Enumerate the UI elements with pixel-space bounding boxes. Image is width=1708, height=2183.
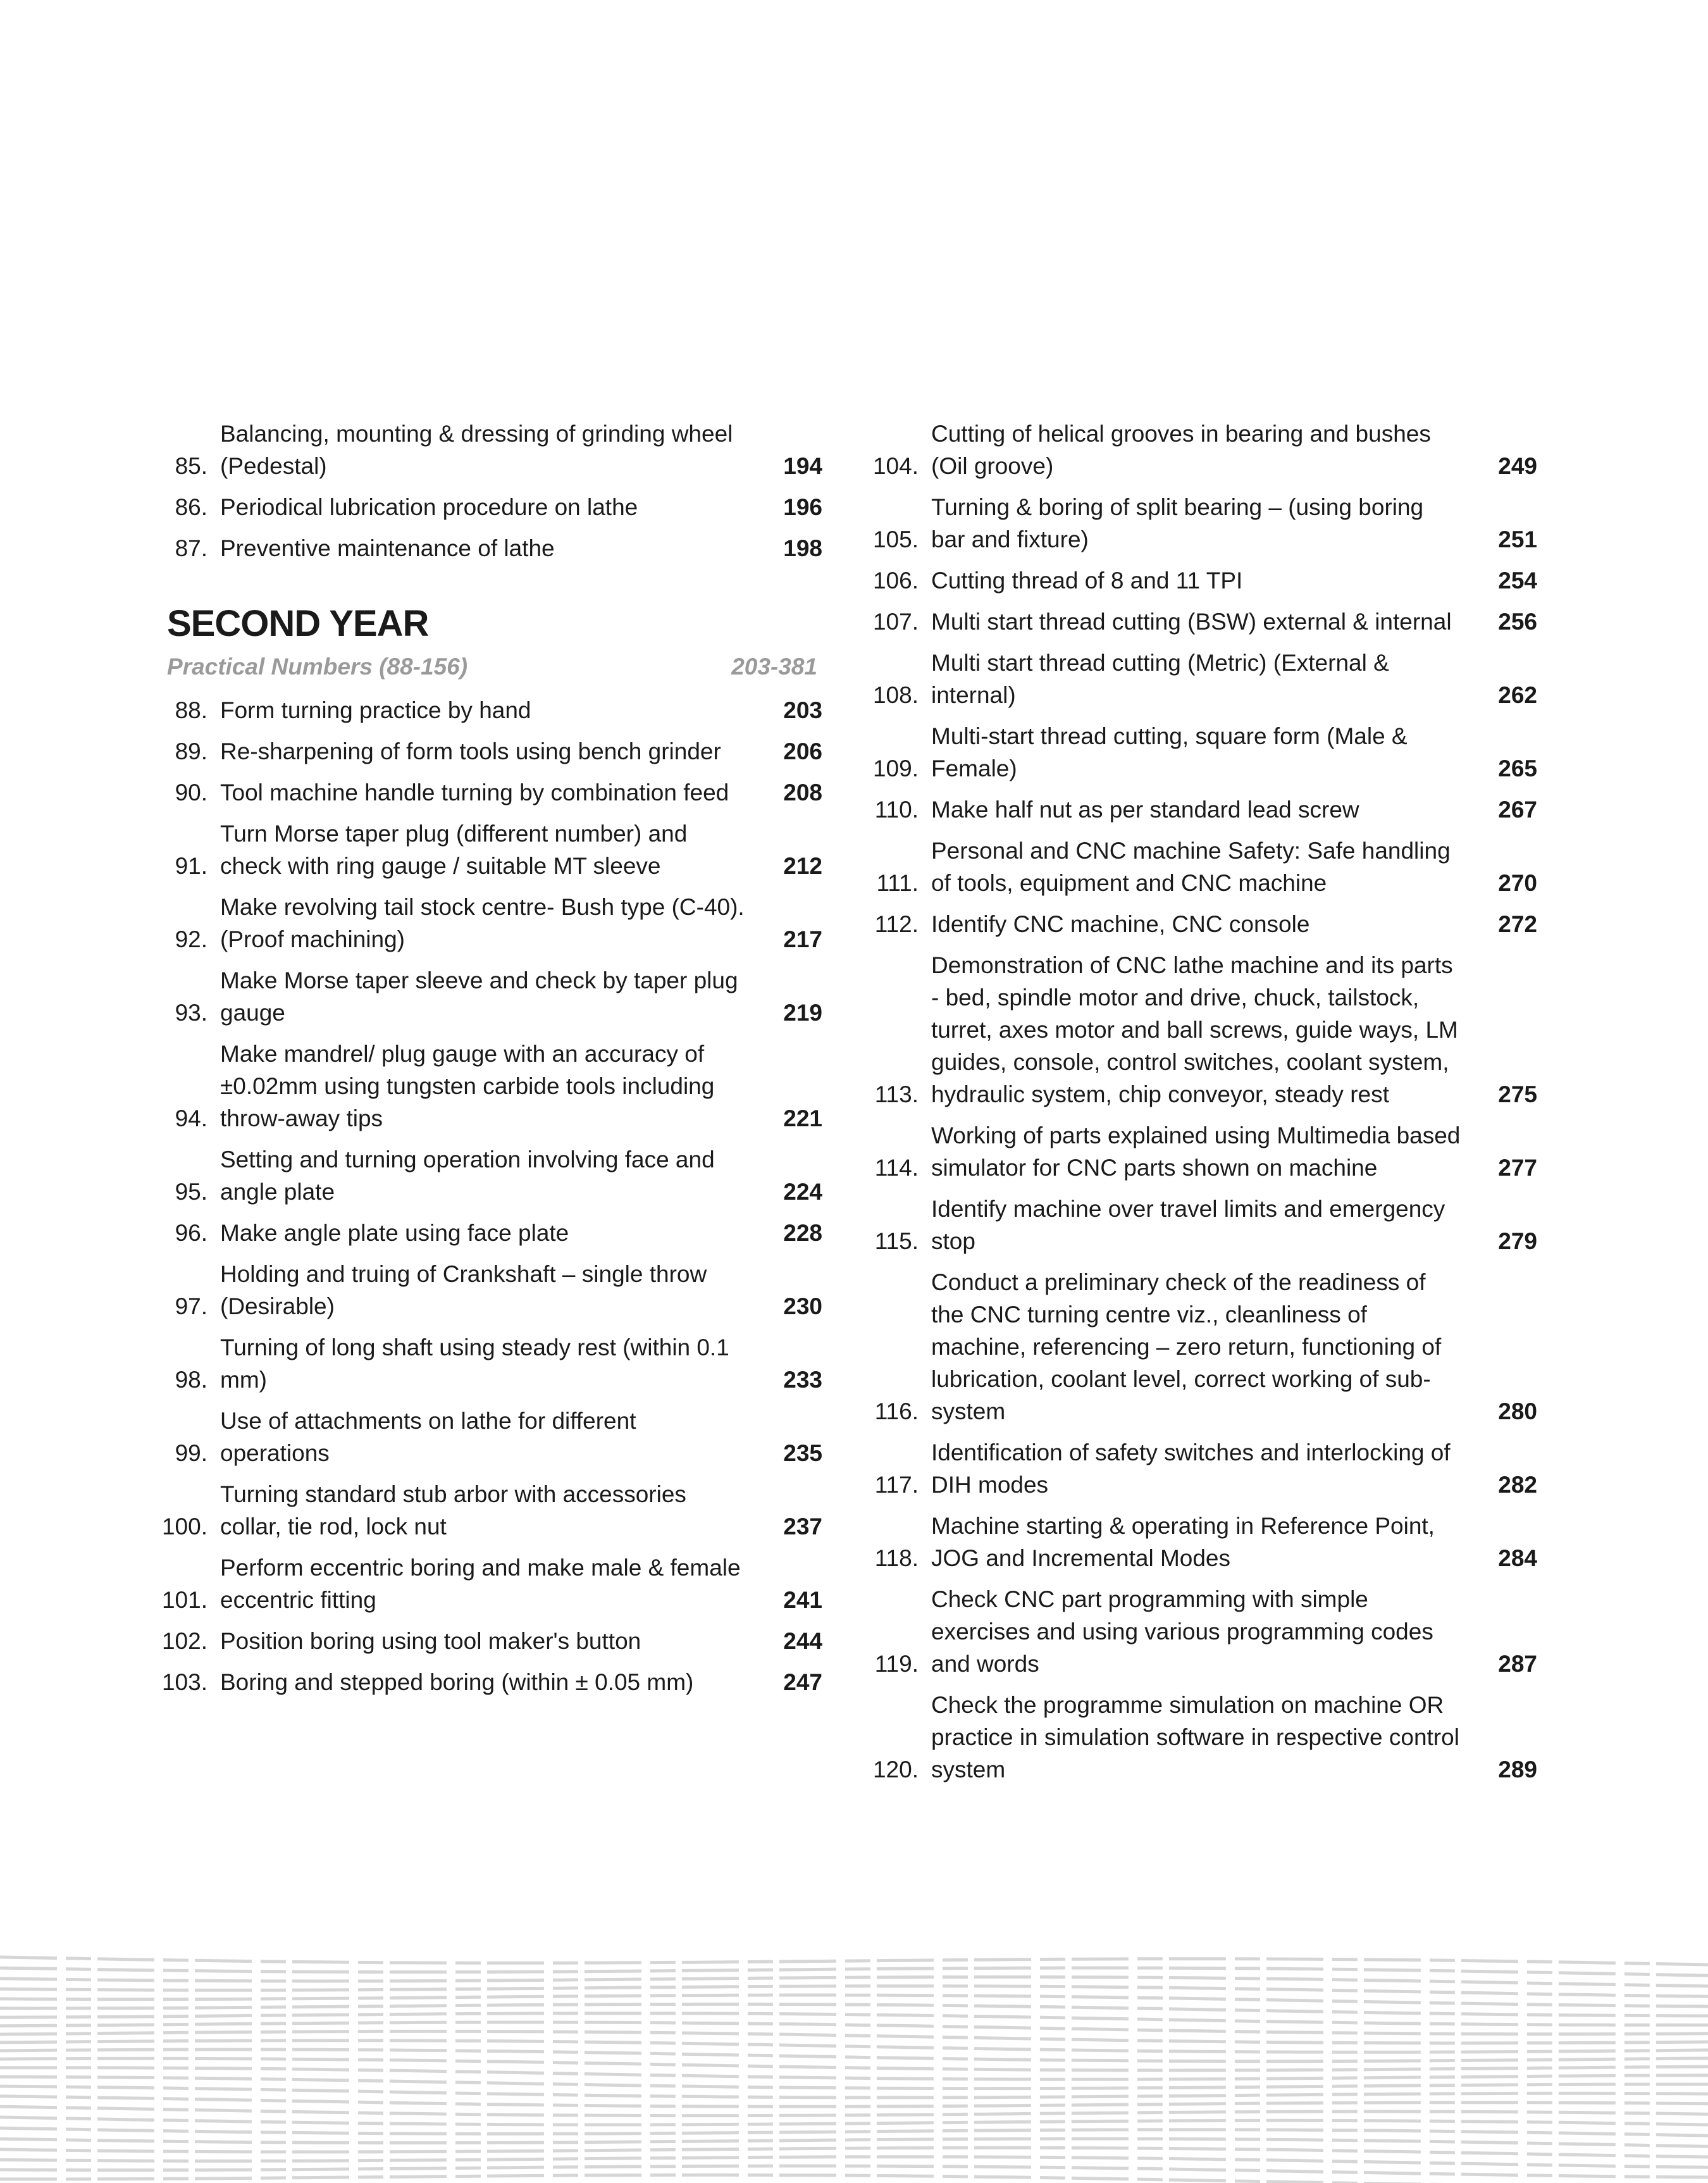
entry-number: 105.	[872, 526, 919, 552]
entry-number: 118.	[874, 1545, 919, 1571]
entry-title: Make mandrel/ plug gauge with an accuracy of ±0.02mm using tungsten carbide tools including throw-away tips	[220, 1041, 715, 1131]
entry-number: 116.	[874, 1398, 919, 1424]
toc-entry	[863, 1193, 1537, 1257]
entry-number: 120.	[872, 1757, 919, 1782]
practical-page-range: 203-381	[731, 654, 817, 680]
toc-entry	[152, 735, 822, 768]
toc-entry	[863, 793, 1537, 826]
toc-entry	[152, 1405, 822, 1469]
contents-list-second-year	[152, 694, 822, 1698]
entry-page: 270	[1498, 870, 1537, 896]
decorative-wave-band	[0, 1946, 1708, 2183]
entry-title: Machine starting & operating in Reference Point, JOG and Incremental Modes	[931, 1513, 1435, 1571]
entry-title: Identification of safety switches and interlocking of DIH modes	[931, 1440, 1451, 1498]
entry-page: 208	[783, 780, 822, 805]
wave-line	[0, 2117, 1708, 2125]
entry-page: 289	[1498, 1757, 1537, 1782]
entry-number: 112.	[874, 911, 919, 937]
entry-title: Turning standard stub arbor with accessories collar, tie rod, lock nut	[220, 1481, 686, 1539]
entry-title: Make Morse taper sleeve and check by taper plug gauge	[220, 967, 738, 1026]
entry-title: Make revolving tail stock centre- Bush type (C-40). (Proof machining)	[220, 894, 745, 952]
entry-title: Conduct a preliminary check of the readiness of the CNC turning centre viz., cleanliness of machine, referencing – zero return, functioning of lubrication, coolant level, correct working of sub-system	[931, 1269, 1442, 1424]
entry-title: Re-sharpening of form tools using bench grinder	[220, 738, 721, 764]
entry-title: Demonstration of CNC lathe machine and its parts - bed, spindle motor and drive, chuck, tailstock, turret, axes motor and ball screws, guide ways, LM guides, console, control switches, coolant system, hydraulic system, chip conveyor, steady rest	[931, 952, 1458, 1107]
entry-number: 115.	[874, 1228, 919, 1254]
entry-page: 267	[1498, 797, 1537, 823]
entry-number: 85.	[175, 453, 207, 479]
wave-line	[0, 1968, 1708, 1975]
entry-number: 107.	[872, 609, 919, 635]
entry-page: 282	[1498, 1472, 1537, 1498]
entry-title: Periodical lubrication procedure on lathe	[220, 494, 638, 520]
toc-entry	[863, 491, 1537, 556]
entry-page: 217	[783, 926, 822, 952]
toc-entry	[863, 1266, 1537, 1427]
toc-entry	[152, 1625, 822, 1657]
entry-number: 91.	[175, 853, 207, 879]
entry-number: 114.	[874, 1155, 919, 1181]
entry-title: Make angle plate using face plate	[220, 1220, 569, 1246]
entry-title: Identify CNC machine, CNC console	[931, 911, 1310, 937]
entry-page: 256	[1498, 609, 1537, 635]
entry-page: 280	[1498, 1398, 1537, 1424]
entry-page: 284	[1498, 1545, 1537, 1571]
toc-entry	[152, 694, 822, 726]
entry-number: 106.	[872, 568, 919, 594]
toc-entry	[863, 908, 1537, 940]
wave-line	[0, 2139, 1708, 2146]
toc-entry	[863, 720, 1537, 785]
toc-entry	[863, 835, 1537, 899]
entry-number: 97.	[175, 1293, 207, 1319]
toc-entry	[152, 891, 822, 955]
entry-page: 272	[1498, 911, 1537, 937]
entry-title: Turn Morse taper plug (different number) and check with ring gauge / suitable MT sleeve	[220, 821, 688, 879]
entry-number: 101.	[161, 1587, 207, 1613]
entry-page: 262	[1498, 682, 1537, 708]
entry-number: 89.	[175, 738, 207, 764]
toc-entry	[863, 1436, 1537, 1501]
practical-numbers-label: Practical Numbers (88-156)	[167, 654, 468, 680]
entry-number: 92.	[175, 926, 207, 952]
entry-title: Perform eccentric boring and make male & female eccentric fitting	[220, 1555, 741, 1613]
entry-number: 102.	[161, 1628, 207, 1654]
toc-entry	[863, 564, 1537, 597]
contents-list-second-year-continued	[863, 418, 1537, 1786]
entry-number: 94.	[175, 1105, 207, 1131]
entry-page: 233	[783, 1367, 822, 1393]
toc-entry	[863, 606, 1537, 638]
entry-page: 249	[1498, 453, 1537, 479]
entry-page: 219	[783, 1000, 822, 1026]
entry-number: 87.	[175, 535, 207, 561]
entry-number: 96.	[175, 1220, 207, 1246]
entry-page: 196	[783, 494, 822, 520]
section-heading: SECOND YEAR	[167, 603, 429, 644]
entry-title: Multi start thread cutting (Metric) (External & internal)	[931, 650, 1389, 708]
toc-entry	[152, 532, 822, 564]
entry-page: 221	[783, 1105, 822, 1131]
toc-entry	[863, 1119, 1537, 1184]
entry-title: Multi-start thread cutting, square form (Male & Female)	[931, 723, 1408, 781]
toc-entry	[152, 1478, 822, 1543]
toc-entry	[152, 776, 822, 809]
entry-number: 108.	[872, 682, 919, 708]
entry-number: 98.	[175, 1367, 207, 1393]
section-subheading	[167, 654, 822, 680]
entry-page: 224	[783, 1179, 822, 1205]
toc-entry	[152, 491, 822, 523]
entry-number: 88.	[175, 697, 207, 723]
toc-entry	[863, 1583, 1537, 1680]
entry-number: 110.	[874, 797, 919, 823]
entry-number: 100.	[161, 1514, 207, 1539]
toc-entry	[863, 1510, 1537, 1574]
entry-title: Make half nut as per standard lead screw	[931, 797, 1359, 823]
entry-page: 254	[1498, 568, 1537, 594]
entry-title: Turning of long shaft using steady rest (within 0.1 mm)	[220, 1334, 729, 1393]
entry-page: 235	[783, 1440, 822, 1466]
toc-entry	[863, 418, 1537, 482]
toc-entry	[152, 1038, 822, 1135]
entry-page: 198	[783, 535, 822, 561]
entry-number: 93.	[175, 1000, 207, 1026]
entry-title: Preventive maintenance of lathe	[220, 535, 555, 561]
toc-entry	[152, 1552, 822, 1616]
toc-entry	[152, 1666, 822, 1698]
wave-line	[0, 2175, 1708, 2183]
entry-number: 104.	[872, 453, 919, 479]
entry-page: 241	[783, 1587, 822, 1613]
entry-page: 265	[1498, 756, 1537, 781]
entry-page: 244	[783, 1628, 822, 1654]
entry-title: Check the programme simulation on machine OR practice in simulation software in respective control system	[931, 1692, 1459, 1782]
entry-number: 113.	[874, 1081, 919, 1107]
contents-left-column	[152, 418, 822, 1707]
entry-page: 279	[1498, 1228, 1537, 1254]
toc-entry	[152, 818, 822, 882]
entry-number: 103.	[161, 1669, 207, 1695]
wave-line	[0, 1957, 1708, 1965]
entry-title: Holding and truing of Crankshaft – single throw (Desirable)	[220, 1261, 707, 1319]
entry-title: Check CNC part programming with simple exercises and using various programming codes and words	[931, 1586, 1433, 1677]
entry-title: Personal and CNC machine Safety: Safe handling of tools, equipment and CNC machine	[931, 838, 1451, 896]
entry-title: Cutting thread of 8 and 11 TPI	[931, 568, 1243, 594]
entry-number: 90.	[175, 780, 207, 805]
entry-title: Working of parts explained using Multimedia based simulator for CNC parts shown on machine	[931, 1123, 1461, 1181]
entry-title: Identify machine over travel limits and emergency stop	[931, 1196, 1445, 1254]
entry-title: Multi start thread cutting (BSW) external & internal	[931, 609, 1452, 635]
entry-page: 251	[1498, 526, 1537, 552]
toc-entry	[863, 1689, 1537, 1786]
entry-page: 203	[783, 697, 822, 723]
contents-list-first-year-tail	[152, 418, 822, 564]
entry-title: Position boring using tool maker's button	[220, 1628, 641, 1654]
entry-title: Setting and turning operation involving face and angle plate	[220, 1147, 715, 1205]
entry-page: 194	[783, 453, 822, 479]
entry-page: 287	[1498, 1651, 1537, 1677]
entry-number: 109.	[872, 756, 919, 781]
entry-number: 95.	[175, 1179, 207, 1205]
entry-title: Boring and stepped boring (within ± 0.05 mm)	[220, 1669, 694, 1695]
entry-number: 117.	[874, 1472, 919, 1498]
toc-entry	[152, 964, 822, 1029]
entry-number: 99.	[175, 1440, 207, 1466]
entry-number: 111.	[876, 870, 919, 896]
toc-entry	[152, 1143, 822, 1208]
entry-title: Form turning practice by hand	[220, 697, 531, 723]
toc-entry	[863, 949, 1537, 1110]
entry-page: 228	[783, 1220, 822, 1246]
toc-entry	[863, 647, 1537, 711]
entry-title: Use of attachments on lathe for different operations	[220, 1408, 636, 1466]
toc-entry	[152, 1331, 822, 1396]
entry-title: Turning & boring of split bearing – (using boring bar and fixture)	[931, 494, 1424, 552]
entry-page: 230	[783, 1293, 822, 1319]
entry-number: 86.	[175, 494, 207, 520]
entry-title: Tool machine handle turning by combination feed	[220, 780, 729, 805]
entry-page: 247	[783, 1669, 822, 1695]
entry-page: 237	[783, 1514, 822, 1539]
toc-entry	[152, 418, 822, 482]
entry-page: 275	[1498, 1081, 1537, 1107]
wave-line	[0, 2128, 1708, 2136]
entry-number: 119.	[874, 1651, 919, 1677]
entry-title: Cutting of helical grooves in bearing and bushes (Oil groove)	[931, 421, 1431, 479]
entry-page: 277	[1498, 1155, 1537, 1181]
entry-title: Balancing, mounting & dressing of grinding wheel (Pedestal)	[220, 421, 733, 479]
contents-right-column	[863, 418, 1537, 1794]
toc-entry	[152, 1217, 822, 1249]
toc-entry	[152, 1258, 822, 1322]
entry-page: 206	[783, 738, 822, 764]
entry-page: 212	[783, 853, 822, 879]
